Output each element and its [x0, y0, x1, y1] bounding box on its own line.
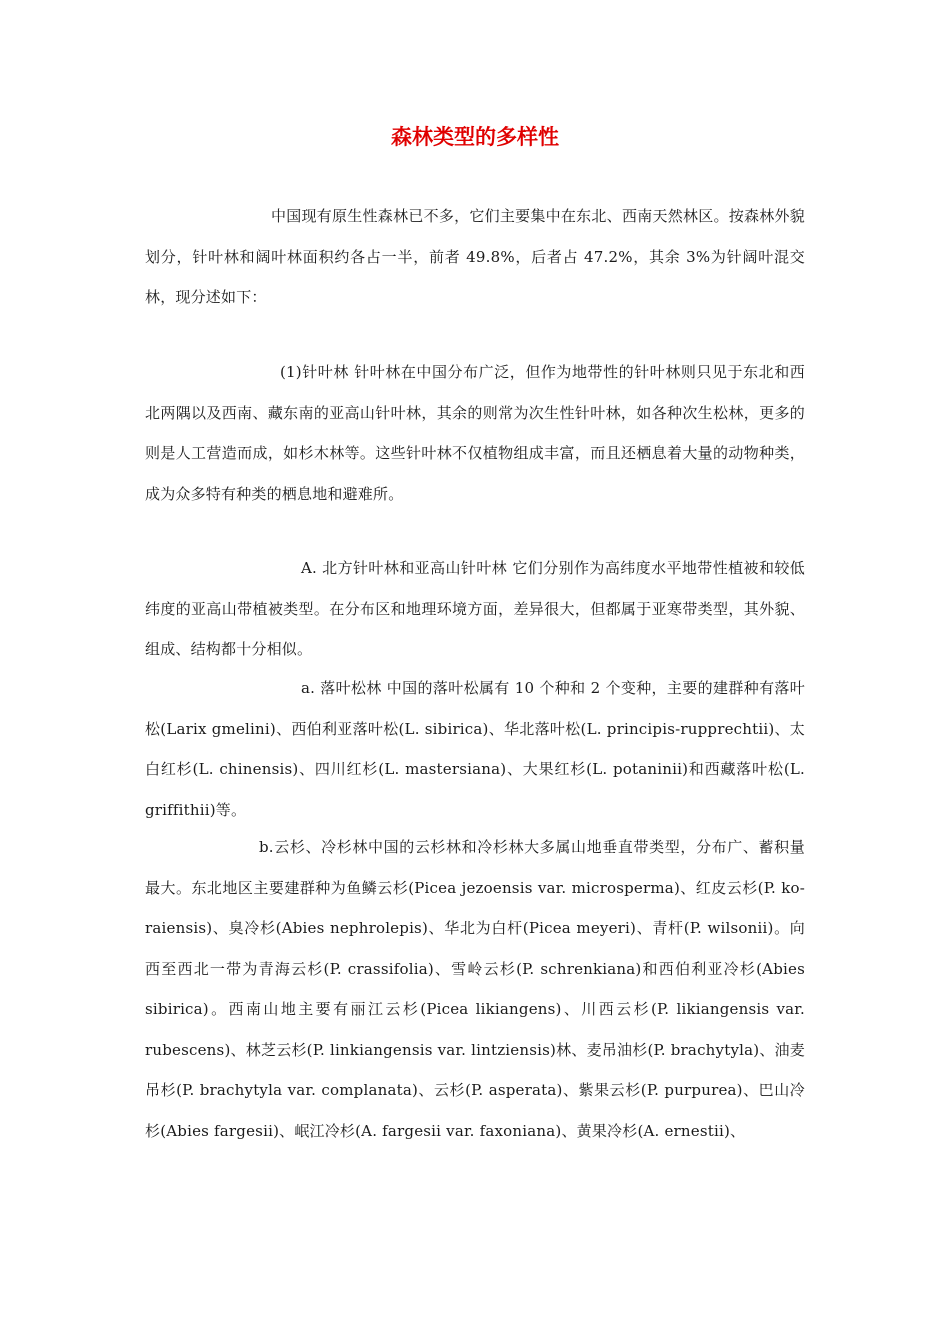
paragraph-conifer-forest: (1)针叶林 针叶林在中国分布广泛，但作为地带性的针叶林则只见于东北和西北两隅以及西南、藏东南的亚高山针叶林，其余的则常为次生性针叶林，如各种次生松林，更多的则是人工营造而成，如杉木林等。这些针叶林不仅植物组成丰富，而且还栖息着大量的动物种类，成为众多特有种类的栖息地和避难所。 — [145, 363, 805, 503]
paragraph-intro: 中国现有原生性森林已不多，它们主要集中在东北、西南天然林区。按森林外貌划分，针叶林和阔叶林面积约各占一半，前者 49.8%，后者占 47.2%，其余 3%为针阔叶混交林，现分述如下： — [145, 207, 805, 306]
page-title: 森林类型的多样性 — [391, 125, 559, 149]
paragraph-boreal-subalpine: A. 北方针叶林和亚高山针叶林 它们分别作为高纬度水平地带性植被和较低纬度的亚高山带植被类型。在分布区和地理环境方面，差异很大，但都属于亚寒带类型，其外貌、组成、结构都十分相似。 — [145, 559, 805, 658]
paragraph-larch-forest: a. 落叶松林 中国的落叶松属有 10 个种和 2 个变种，主要的建群种有落叶松(Larix gmelini)、西伯利亚落叶松(L. sibirica)、华北落叶松(L. principis-rupprechtii)、太白红杉(L. chinensis)、四川红杉(L. mastersiana)、大果红杉(L. potaninii)和西藏落叶松(L. griffithii)等。 — [145, 679, 805, 819]
paragraph-spruce-fir-forest: b.云杉、冷杉林中国的云杉林和冷杉林大多属山地垂直带类型，分布广、蓄积量最大。东北地区主要建群种为鱼鳞云杉(Picea jezoensis var. microsperma)、红皮云杉(P. ko-raiensis)、臭冷杉(Abies nephrolepis)、华北为白杆(Picea meyeri)、青杆(P. wilsonii)。向西至西北一带为青海云杉(P. crassifolia)、雪岭云杉(P. schrenkiana)和西伯利亚冷杉(Abies sibirica)。西南山地主要有丽江云杉(Picea likiangens)、川西云杉(P. likiangensis var. rubescens)、林芝云杉(P. linkiangensis var. lintziensis)林、麦吊油杉(P. brachytyla)、油麦吊杉(P. brachytyla var. complanata)、云杉(P. asperata)、紫果云杉(P. purpurea)、巴山冷杉(Abies fargesii)、岷江冷杉(A. fargesii var. faxoniana)、黄果冷杉(A. ernestii)、 — [145, 838, 805, 1140]
